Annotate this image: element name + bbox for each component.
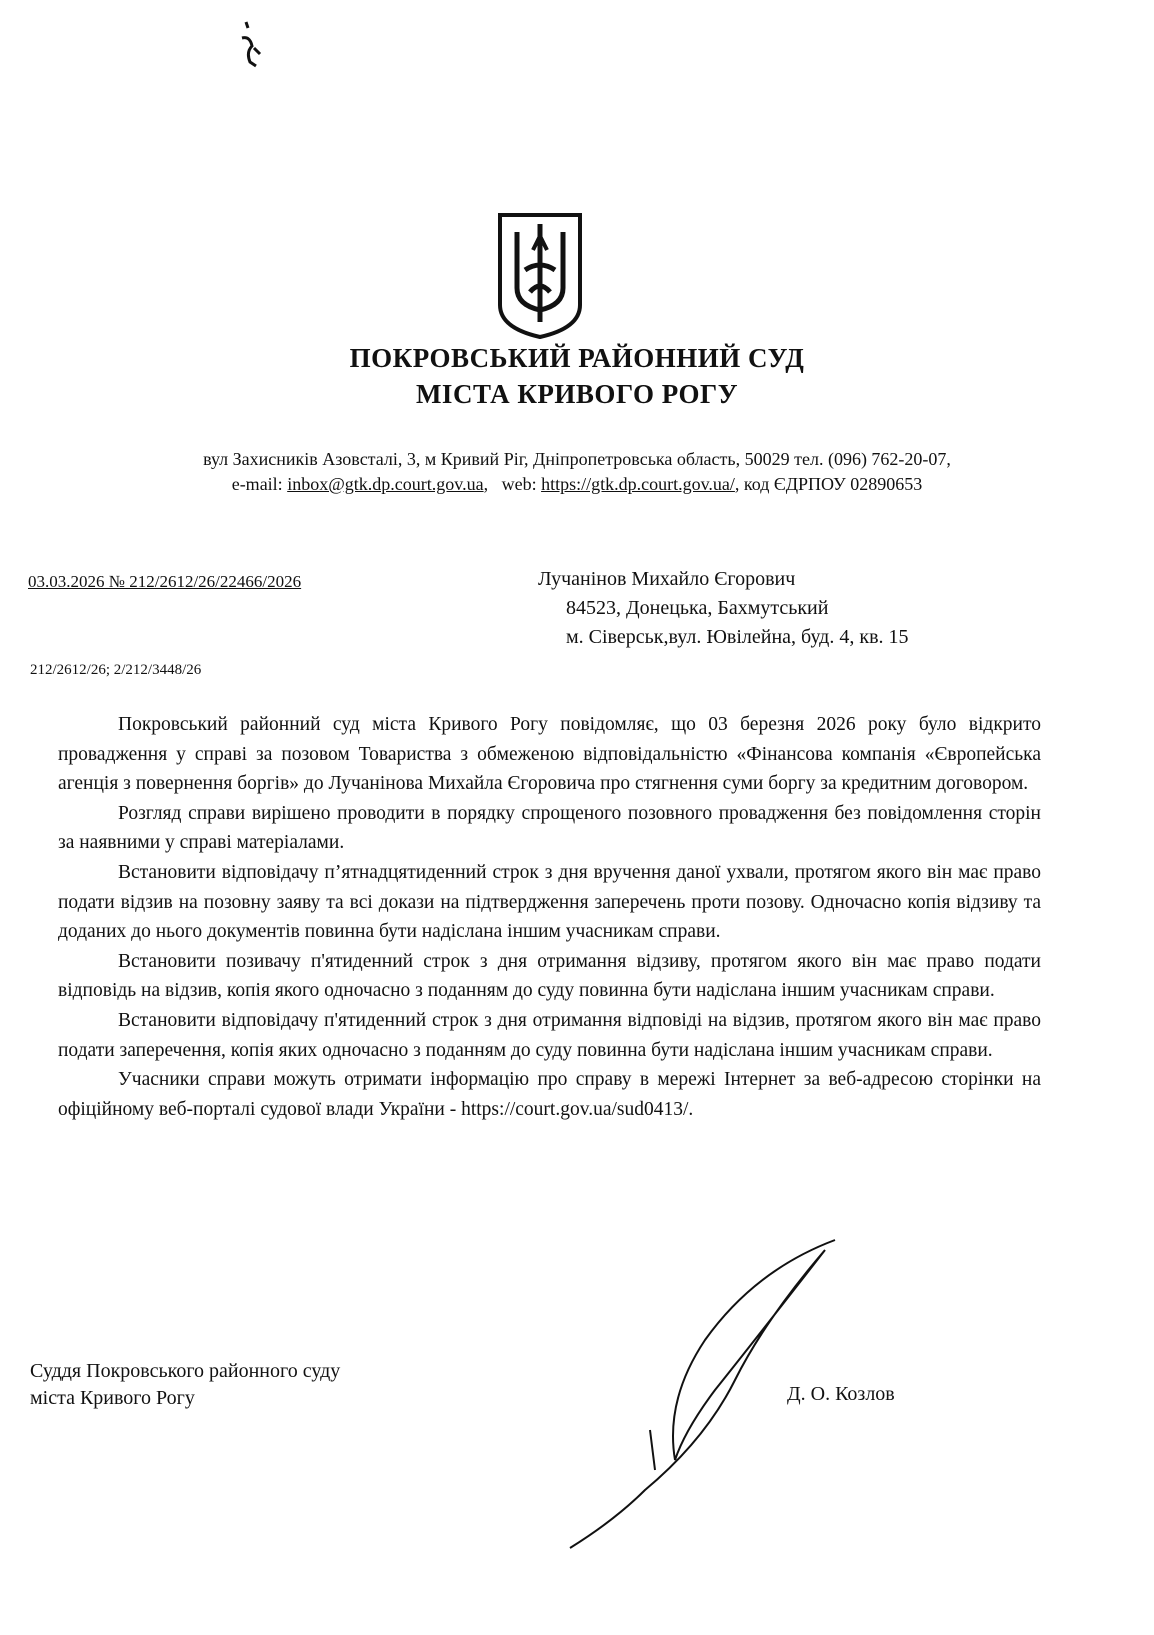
court-name-line2: МІСТА КРИВОГО РОГУ	[415, 379, 739, 409]
paragraph: Учасники справи можуть отримати інформацію про справу в мережі Інтернет за веб-адресою сторінки на офіційному веб-порталі судової влади України - https://court.gov.ua/sud0413/.	[58, 1069, 1041, 1120]
letter-body	[58, 710, 1041, 1124]
coat-of-arms-icon	[495, 210, 585, 340]
paragraph: Встановити відповідачу п’ятнадцятиденний строк з дня вручення даної ухвали, протягом якого він має право подати відзив на позовну заяву та всі докази на підтвердження заперечень проти позову. Одночасно копія відзиву та доданих до нього документів повинна бути надіслана іншим учасникам справи.	[58, 861, 1041, 943]
email-label: e-mail:	[231, 474, 283, 494]
court-contact-links: e-mail: inbox@gtk.dp.court.gov.ua, web: https://gtk.dp.court.gov.ua/, код ЄДРПОУ 02890653	[231, 474, 923, 494]
judge-title	[30, 1358, 340, 1412]
email-link[interactable]: inbox@gtk.dp.court.gov.ua	[287, 474, 484, 494]
court-contact-address: вул Захисників Азовсталі, 3, м Кривий Ріг, Дніпропетровська область, 50029 тел. (096) 762-20-07,	[203, 449, 951, 469]
paragraph: Встановити позивачу п'ятиденний строк з дня отримання відзиву, протягом якого він має право подати відповідь на відзив, копія якого одночасно з поданням до суду повинна бути надіслана іншим учасникам справи.	[58, 950, 1041, 1002]
edrpou-code: код ЄДРПОУ 02890653	[743, 474, 923, 494]
addressee-address-line2: м. Сіверськ,вул. Ювілейна, буд. 4, кв. 15	[566, 626, 909, 648]
judge-title-line1: Суддя Покровського районного суду	[30, 1360, 341, 1382]
judge-title-line2: міста Кривого Рогу	[30, 1387, 195, 1409]
stamp-mark-icon	[232, 18, 268, 78]
web-link[interactable]: https://gtk.dp.court.gov.ua/	[541, 474, 735, 494]
web-label: web:	[501, 474, 537, 494]
judge-name: Д. О. Козлов	[787, 1383, 895, 1405]
case-reference: 212/2612/26; 2/212/3448/26	[30, 662, 202, 678]
addressee-address-line1: 84523, Донецька, Бахмутський	[566, 597, 829, 619]
paragraph: Розгляд справи вирішено проводити в порядку спрощеного позовного провадження без повідомлення сторін за наявними у справі матеріалами.	[58, 802, 1041, 854]
outgoing-reference: 03.03.2026 № 212/2612/26/22466/2026	[28, 572, 302, 591]
addressee-name: Лучанінов Михайло Єгорович	[538, 568, 796, 590]
paragraph: Встановити відповідачу п'ятиденний строк з дня отримання відповіді на відзив, протягом якого він має право подати заперечення, копія яких одночасно з поданням до суду повинна бути надіслана іншим учасникам справи.	[58, 1009, 1041, 1061]
paragraph: Покровський районний суд міста Кривого Рогу повідомляє, що 03 березня 2026 року було відкрито провадження у справі за позовом Товариства з обмеженою відповідальністю «Фінансова компанія «Європейська агенція з повернення боргів» до Лучанінова Михайла Єгоровича про стягнення суми боргу за кредитним договором.	[58, 714, 1041, 795]
addressee-block	[538, 565, 909, 652]
court-name-line1: ПОКРОВСЬКИЙ РАЙОННИЙ СУД	[349, 343, 805, 373]
